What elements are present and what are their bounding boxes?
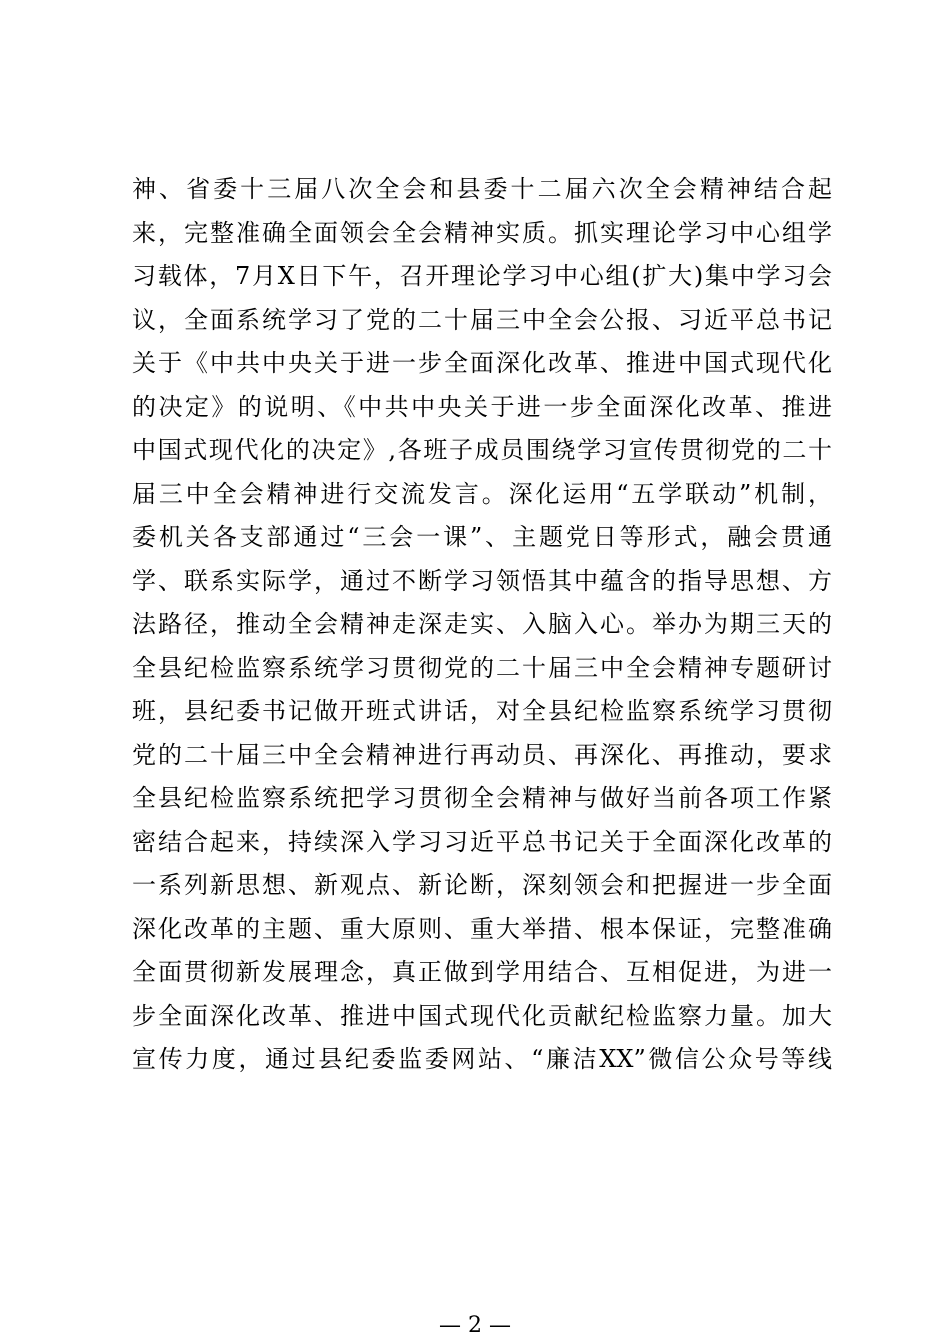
text-line: 法路径，推动全会精神走深走实、入脑入心。举办为期三天的 <box>132 610 832 638</box>
text-line: 全面贯彻新发展理念，真正做到学用结合、互相促进，为进一 <box>132 958 832 986</box>
text-line: 委机关各支部通过“三会一课”、主题党日等形式，融会贯通 <box>132 523 832 551</box>
text-line: 深化改革的主题、重大原则、重大举措、根本保证，完整准确 <box>132 914 832 943</box>
text-line: 届三中全会精神进行交流发言。深化运用“五学联动”机制， <box>132 479 832 508</box>
text-line: 议，全面系统学习了党的二十届三中全会公报、习近平总书记 <box>132 305 832 334</box>
text-line: 密结合起来，持续深入学习习近平总书记关于全面深化改革的 <box>132 827 832 856</box>
text-line: 班，县纪委书记做开班式讲话，对全县纪检监察系统学习贯彻 <box>132 697 832 725</box>
text-line: 全县纪检监察系统把学习贯彻全会精神与做好当前各项工作紧 <box>132 784 832 812</box>
page-number: — 2 — <box>439 1313 511 1338</box>
text-line: 来，完整准确全面领会全会精神实质。抓实理论学习中心组学 <box>132 218 832 247</box>
text-line: 学、联系实际学，通过不断学习领悟其中蕴含的指导思想、方 <box>132 566 832 595</box>
text-line: 关于《中共中央关于进一步全面深化改革、推进中国式现代化 <box>132 349 832 377</box>
text-line: 的决定》的说明、《中共中央关于进一步全面深化改革、推进 <box>132 392 832 421</box>
text-line: 宣传力度，通过县纪委监委网站、“廉洁XX”微信公众号等线 <box>132 1045 832 1073</box>
text-line: 一系列新思想、新观点、新论断，深刻领会和把握进一步全面 <box>132 871 832 899</box>
body-paragraph <box>132 168 832 1082</box>
text-line: 步全面深化改革、推进中国式现代化贡献纪检监察力量。加大 <box>132 1001 832 1030</box>
text-line: 中国式现代化的决定》,各班子成员围绕学习宣传贯彻党的二十 <box>132 436 832 464</box>
text-line: 全县纪检监察系统学习贯彻党的二十届三中全会精神专题研讨 <box>132 653 832 682</box>
text-line: 党的二十届三中全会精神进行再动员、再深化、再推动，要求 <box>132 740 832 769</box>
text-line: 神、省委十三届八次全会和县委十二届六次全会精神结合起 <box>132 175 832 203</box>
text-line: 习载体，7月X日下午，召开理论学习中心组(扩大)集中学习会 <box>132 262 832 290</box>
